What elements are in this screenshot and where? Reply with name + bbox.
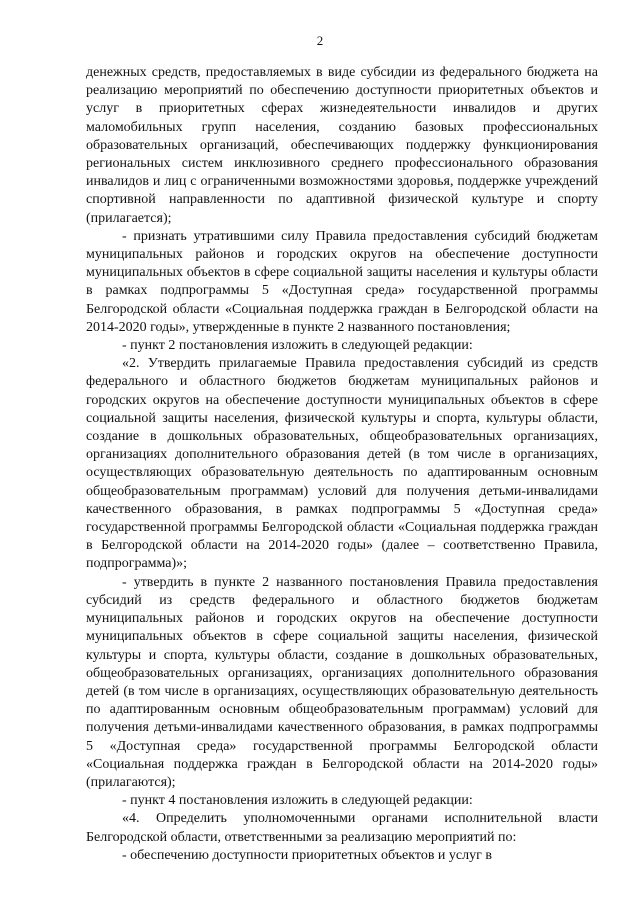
document-body	[86, 64, 598, 865]
paragraph-4: «2. Утвердить прилагаемые Правила предоставления субсидий из средств федерального и областного бюджетов бюджетам муниципальных районов и городских округов на обеспечение доступности муниципальных объектов в сфере социальной защиты населения, физической культуры и спорта, культуры области, создание в дошкольных образовательных, общеобразовательных организациях, организациях дополнительного образования детей (в том числе в организациях, осуществляющих образовательную деятельность по адаптированным основным общеобразовательным программам) условий для получения детьми-инвалидами качественного образования, в рамках подпрограммы 5 «Доступная среда» государственной программы Белгородской области «Социальная поддержка граждан в Белгородской области на 2014-2020 годы» (далее – соответственно Правила, подпрограмма)»;	[86, 356, 598, 572]
page-number: 2	[316, 33, 324, 48]
paragraph-7: «4. Определить уполномоченными органами исполнительной власти Белгородской области, ответственными за реализацию мероприятий по:	[86, 811, 598, 845]
paragraph-3: - пункт 2 постановления изложить в следующей редакции:	[122, 338, 473, 354]
paragraph-5: - утвердить в пункте 2 названного постановления Правила предоставления субсидий из средств федерального и областного бюджетов бюджетам муниципальных районов и городских округов на обеспечение доступности муниципальных объектов в сфере социальной защиты населения, физической культуры и спорта, культуры области, создание в дошкольных образовательных, общеобразовательных организациях, организациях дополнительного образования детей (в том числе в организациях, осуществляющих образовательную деятельность по адаптированным основным общеобразовательным программам) условий для получения детьми-инвалидами качественного образования, в рамках подпрограммы 5 «Доступная среда» государственной программы Белгородской области «Социальная поддержка граждан в Белгородской области на 2014-2020 годы» (прилагаются);	[86, 574, 598, 790]
paragraph-2: - признать утратившими силу Правила предоставления субсидий бюджетам муниципальных районов и городских округов на обеспечение доступности муниципальных объектов в сфере социальной защиты населения и культуры области в рамках подпрограммы 5 «Доступная среда» государственной программы Белгородской области «Социальная поддержка граждан в Белгородской области на 2014-2020 годы», утвержденные в пункте 2 названного постановления;	[86, 228, 598, 335]
paragraph-1: денежных средств, предоставляемых в виде субсидии из федерального бюджета на реализацию мероприятий по обеспечению доступности приоритетных объектов и услуг в приоритетных сферах жизнедеятельности инвалидов и других маломобильных групп населения, созданию базовых профессиональных образовательных организаций, обеспечивающих поддержку функционирования региональных систем инклюзивного среднего профессионального образования инвалидов и лиц с ограниченными возможностями здоровья, поддержке учреждений спортивной направленности по адаптивной физической культуре и спорту (прилагается);	[86, 65, 598, 226]
paragraph-8: - обеспечению доступности приоритетных объектов и услуг в	[122, 847, 492, 863]
paragraph-6: - пункт 4 постановления изложить в следующей редакции:	[122, 793, 473, 809]
